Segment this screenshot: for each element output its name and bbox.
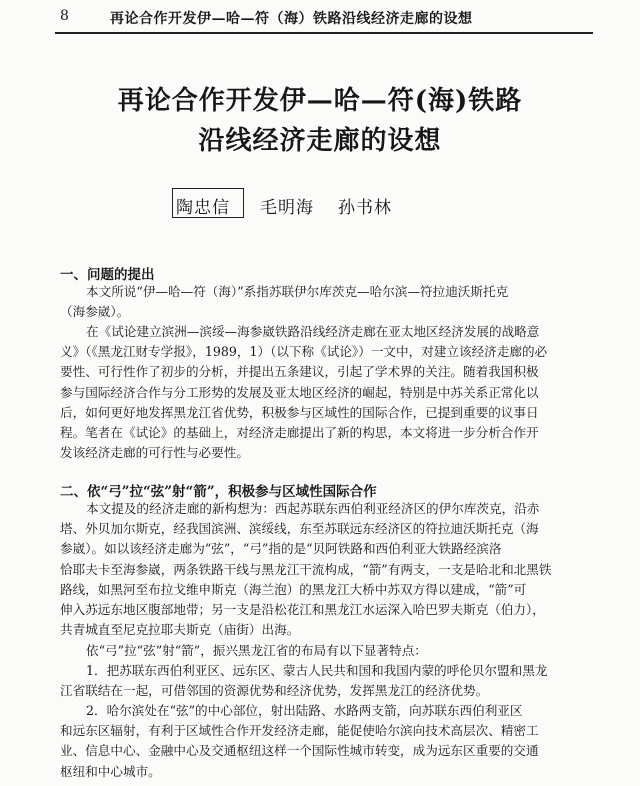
section-1-paragraph-1 [60, 282, 580, 322]
text-line: 依“弓”拉“弦”射“箭”，振兴黑龙江省的布局有以下显著特点： [86, 643, 427, 658]
running-title: 再论合作开发伊—哈—符（海）铁路沿线经济走廊的设想 [110, 11, 473, 27]
section-2-paragraph-2 [60, 641, 580, 661]
section-1-heading: 一、问题的提出 [60, 267, 155, 283]
author-3: 孙书林 [338, 198, 392, 218]
section-2-paragraph-1 [60, 499, 580, 640]
article-title-line-1: 再论合作开发伊—哈—符(海)铁路 [117, 86, 523, 116]
text-line: 参崴）。如以该经济走廊为“弦”，“弓”指的是“贝阿铁路和西伯利亚大铁路经滨洛 [60, 541, 502, 557]
text-line: 后，如何更好地发挥黑龙江省优势，积极参与区域性的国际合作，已提到重要的议事日 [60, 404, 539, 420]
text-line: 伸入苏远东地区腹部地带；另一支是沿松花江和黑龙江水运深入哈巴罗夫斯克（伯力）， [60, 601, 545, 617]
text-line: 本文提及的经济走廊的新构想为：西起苏联东西伯利亚经济区的伊尔库茨克，沿赤 [86, 501, 540, 516]
text-line: 2．哈尔滨处在“弦”的中心部位，射出陆路、水路两支箭，向苏联东西伯利亚区 [86, 703, 523, 718]
text-line: 塔、外贝加尔斯克，经我国滨洲、滨绥线，东至苏联远东经济区的符拉迪沃斯托克（海 [60, 521, 539, 537]
page-number: 8 [60, 8, 69, 24]
author-2: 毛明海 [260, 198, 314, 218]
text-line: 共青城直至尼克拉耶夫斯克（庙街）出海。 [60, 622, 300, 638]
text-line: 参与国际经济合作与分工形势的发展及亚太地区经济的崛起，特别是中苏关系正常化以 [60, 384, 539, 400]
text-line: 恰耶夫卡至海参崴，两条铁路干线与黑龙江干流构成，“箭”有两支，一支是哈北和北黑铁 [60, 561, 552, 577]
section-1-paragraph-2 [60, 322, 580, 463]
section-2-paragraph-4 [60, 701, 580, 782]
header-rule [55, 32, 593, 34]
text-line: 路线，如黑河至布拉戈维申斯克（海兰泡）的黑龙江大桥中苏双方得以建成，“箭”可 [60, 581, 527, 597]
author-1: 陶忠信 [176, 198, 230, 218]
text-line: 业、信息中心、金融中心及交通枢纽这样一个国际性城市转变，成为远东区重要的交通 [60, 743, 539, 759]
text-line: 枢纽和中心城市。 [60, 763, 161, 779]
text-line: 程。笔者在《试论》的基础上，对经济走廊提出了新的构思，本文将进一步分析合作开 [60, 424, 539, 440]
text-line: 义》（《黑龙江财专学报》，1989，1）（以下称《试论》）一文中，对建立该经济走廊的必 [60, 344, 548, 360]
running-header [0, 0, 640, 34]
text-line: 1．把苏联东西伯利亚区、远东区、蒙古人民共和国和我国内蒙的呼伦贝尔盟和黑龙 [86, 663, 548, 678]
section-2-paragraph-3 [60, 661, 580, 701]
author-list [172, 188, 502, 218]
text-line: 发该经济走廊的可行性与必要性。 [60, 445, 249, 461]
section-2-heading: 二、依“弓”拉“弦”射“箭”，积极参与区域性国际合作 [60, 484, 377, 500]
text-line: （海参崴）。 [60, 304, 130, 320]
text-line: 本文所说“伊—哈—符（海）”系指苏联伊尔库茨克—哈尔滨—符拉迪沃斯托克 [86, 284, 509, 299]
text-line: 在《试论建立滨洲—滨绥—海参崴铁路沿线经济走廊在亚太地区经济发展的战略意 [86, 324, 540, 339]
text-line: 要性、可行性作了初步的分析，并提出五条建议，引起了学术界的关注。随着我国积极 [60, 364, 539, 380]
text-line: 江省联结在一起，可借邻国的资源优势和经济优势，发挥黑龙江的经济优势。 [60, 683, 489, 699]
text-line: 和远东区辐射，有利于区域性合作开发经济走廊，能促使哈尔滨向技术高层次、精密工 [60, 723, 539, 739]
article-title-line-2: 沿线经济走廊的设想 [198, 126, 442, 156]
